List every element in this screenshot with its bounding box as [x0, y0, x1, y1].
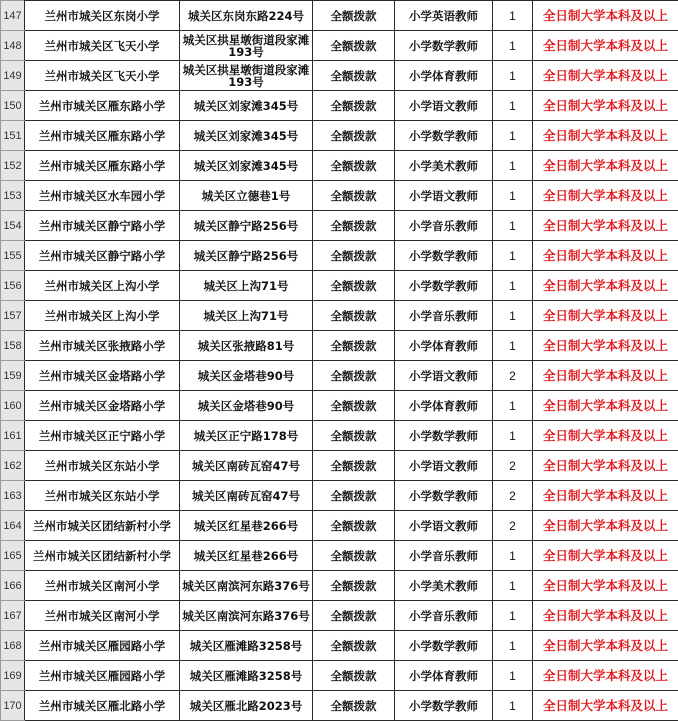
requirement-cell[interactable]: 全日制大学本科及以上: [533, 61, 678, 91]
address-cell[interactable]: 城关区南砖瓦窑47号: [180, 481, 313, 511]
address-cell[interactable]: 城关区金塔巷90号: [180, 361, 313, 391]
school-cell[interactable]: 兰州市城关区飞天小学: [25, 31, 180, 61]
position-cell[interactable]: 小学英语教师: [395, 1, 493, 31]
address-cell[interactable]: 城关区拱星墩街道段家滩193号: [180, 31, 313, 61]
position-cell[interactable]: 小学语文教师: [395, 91, 493, 121]
funding-cell[interactable]: 全额拨款: [313, 601, 395, 631]
school-cell[interactable]: 兰州市城关区金塔路小学: [25, 361, 180, 391]
position-cell[interactable]: 小学数学教师: [395, 241, 493, 271]
school-cell[interactable]: 兰州市城关区静宁路小学: [25, 241, 180, 271]
count-cell[interactable]: 1: [493, 391, 533, 421]
row-number-cell[interactable]: 170: [1, 691, 25, 721]
row-number-cell[interactable]: 157: [1, 301, 25, 331]
funding-cell[interactable]: 全额拨款: [313, 391, 395, 421]
row-number-cell[interactable]: 165: [1, 541, 25, 571]
table-row: [1, 31, 678, 61]
table-row: [1, 1, 678, 31]
funding-cell[interactable]: 全额拨款: [313, 271, 395, 301]
row-number-cell[interactable]: 162: [1, 451, 25, 481]
funding-cell[interactable]: 全额拨款: [313, 451, 395, 481]
row-number-cell[interactable]: 158: [1, 331, 25, 361]
count-cell[interactable]: 1: [493, 541, 533, 571]
address-cell[interactable]: 城关区红星巷266号: [180, 541, 313, 571]
position-cell[interactable]: 小学音乐教师: [395, 211, 493, 241]
row-number-cell[interactable]: 167: [1, 601, 25, 631]
address-cell[interactable]: 城关区雁滩路3258号: [180, 631, 313, 661]
requirement-cell[interactable]: 全日制大学本科及以上: [533, 241, 678, 271]
requirement-cell[interactable]: 全日制大学本科及以上: [533, 571, 678, 601]
address-cell[interactable]: 城关区刘家滩345号: [180, 151, 313, 181]
requirement-cell[interactable]: 全日制大学本科及以上: [533, 1, 678, 31]
table-row: [1, 301, 678, 331]
address-cell[interactable]: 城关区南滨河东路376号: [180, 601, 313, 631]
count-cell[interactable]: 1: [493, 91, 533, 121]
address-cell[interactable]: 城关区静宁路256号: [180, 241, 313, 271]
count-cell[interactable]: 2: [493, 511, 533, 541]
table-row: [1, 211, 678, 241]
position-cell[interactable]: 小学数学教师: [395, 481, 493, 511]
funding-cell[interactable]: 全额拨款: [313, 1, 395, 31]
school-cell[interactable]: 兰州市城关区雁东路小学: [25, 91, 180, 121]
address-cell[interactable]: 城关区正宁路178号: [180, 421, 313, 451]
funding-cell[interactable]: 全额拨款: [313, 211, 395, 241]
row-number-cell[interactable]: 151: [1, 121, 25, 151]
address-cell[interactable]: 城关区刘家滩345号: [180, 121, 313, 151]
requirement-cell[interactable]: 全日制大学本科及以上: [533, 301, 678, 331]
count-cell[interactable]: 2: [493, 481, 533, 511]
funding-cell[interactable]: 全额拨款: [313, 151, 395, 181]
row-number-cell[interactable]: 159: [1, 361, 25, 391]
requirement-cell[interactable]: 全日制大学本科及以上: [533, 91, 678, 121]
row-number-cell[interactable]: 152: [1, 151, 25, 181]
address-cell[interactable]: 城关区静宁路256号: [180, 211, 313, 241]
count-cell[interactable]: 1: [493, 181, 533, 211]
funding-cell[interactable]: 全额拨款: [313, 301, 395, 331]
requirement-cell[interactable]: 全日制大学本科及以上: [533, 691, 678, 721]
count-cell[interactable]: 1: [493, 121, 533, 151]
address-cell[interactable]: 城关区拱星墩街道段家滩193号: [180, 61, 313, 91]
school-cell[interactable]: 兰州市城关区团结新村小学: [25, 541, 180, 571]
row-number-cell[interactable]: 166: [1, 571, 25, 601]
count-cell[interactable]: 1: [493, 331, 533, 361]
count-cell[interactable]: 1: [493, 421, 533, 451]
address-cell[interactable]: 城关区上沟71号: [180, 271, 313, 301]
count-cell[interactable]: 1: [493, 31, 533, 61]
table-row: [1, 571, 678, 601]
school-cell[interactable]: 兰州市城关区飞天小学: [25, 61, 180, 91]
count-cell[interactable]: 1: [493, 1, 533, 31]
position-cell[interactable]: 小学音乐教师: [395, 541, 493, 571]
requirement-cell[interactable]: 全日制大学本科及以上: [533, 661, 678, 691]
position-cell[interactable]: 小学语文教师: [395, 511, 493, 541]
table-row: [1, 241, 678, 271]
position-cell[interactable]: 小学数学教师: [395, 31, 493, 61]
school-cell[interactable]: 兰州市城关区张掖路小学: [25, 331, 180, 361]
school-cell[interactable]: 兰州市城关区南河小学: [25, 571, 180, 601]
table-row: [1, 541, 678, 571]
position-cell[interactable]: 小学体育教师: [395, 391, 493, 421]
requirement-cell[interactable]: 全日制大学本科及以上: [533, 31, 678, 61]
school-cell[interactable]: 兰州市城关区雁园路小学: [25, 631, 180, 661]
school-cell[interactable]: 兰州市城关区金塔路小学: [25, 391, 180, 421]
school-cell[interactable]: 兰州市城关区东站小学: [25, 451, 180, 481]
row-number-cell[interactable]: 168: [1, 631, 25, 661]
row-number-cell[interactable]: 163: [1, 481, 25, 511]
table-row: [1, 511, 678, 541]
table-row: [1, 61, 678, 91]
count-cell[interactable]: 1: [493, 241, 533, 271]
requirement-cell[interactable]: 全日制大学本科及以上: [533, 181, 678, 211]
position-cell[interactable]: 小学数学教师: [395, 271, 493, 301]
funding-cell[interactable]: 全额拨款: [313, 61, 395, 91]
funding-cell[interactable]: 全额拨款: [313, 571, 395, 601]
count-cell[interactable]: 1: [493, 211, 533, 241]
position-cell[interactable]: 小学美术教师: [395, 571, 493, 601]
count-cell[interactable]: 1: [493, 151, 533, 181]
requirement-cell[interactable]: 全日制大学本科及以上: [533, 391, 678, 421]
school-cell[interactable]: 兰州市城关区团结新村小学: [25, 511, 180, 541]
funding-cell[interactable]: 全额拨款: [313, 511, 395, 541]
school-cell[interactable]: 兰州市城关区雁东路小学: [25, 151, 180, 181]
table-row: [1, 91, 678, 121]
table-row: [1, 451, 678, 481]
school-cell[interactable]: 兰州市城关区上沟小学: [25, 301, 180, 331]
requirement-cell[interactable]: 全日制大学本科及以上: [533, 481, 678, 511]
funding-cell[interactable]: 全额拨款: [313, 91, 395, 121]
table-row: [1, 151, 678, 181]
table-row: [1, 631, 678, 661]
row-number-cell[interactable]: 150: [1, 91, 25, 121]
address-cell[interactable]: 城关区红星巷266号: [180, 511, 313, 541]
requirement-cell[interactable]: 全日制大学本科及以上: [533, 421, 678, 451]
school-cell[interactable]: 兰州市城关区雁东路小学: [25, 121, 180, 151]
count-cell[interactable]: 1: [493, 61, 533, 91]
count-cell[interactable]: 1: [493, 301, 533, 331]
funding-cell[interactable]: 全额拨款: [313, 481, 395, 511]
position-cell[interactable]: 小学音乐教师: [395, 601, 493, 631]
row-number-cell[interactable]: 161: [1, 421, 25, 451]
position-cell[interactable]: 小学语文教师: [395, 361, 493, 391]
position-cell[interactable]: 小学数学教师: [395, 121, 493, 151]
address-cell[interactable]: 城关区雁北路2023号: [180, 691, 313, 721]
requirement-cell[interactable]: 全日制大学本科及以上: [533, 151, 678, 181]
position-cell[interactable]: 小学体育教师: [395, 661, 493, 691]
table-body: [1, 1, 678, 721]
row-number-cell[interactable]: 156: [1, 271, 25, 301]
row-number-cell[interactable]: 149: [1, 61, 25, 91]
table-row: [1, 361, 678, 391]
school-cell[interactable]: 兰州市城关区上沟小学: [25, 271, 180, 301]
position-cell[interactable]: 小学数学教师: [395, 631, 493, 661]
row-number-cell[interactable]: 164: [1, 511, 25, 541]
position-cell[interactable]: 小学语文教师: [395, 181, 493, 211]
funding-cell[interactable]: 全额拨款: [313, 631, 395, 661]
address-cell[interactable]: 城关区立德巷1号: [180, 181, 313, 211]
requirement-cell[interactable]: 全日制大学本科及以上: [533, 331, 678, 361]
position-cell[interactable]: 小学体育教师: [395, 331, 493, 361]
table-row: [1, 691, 678, 721]
address-cell[interactable]: 城关区南滨河东路376号: [180, 571, 313, 601]
row-number-cell[interactable]: 169: [1, 661, 25, 691]
count-cell[interactable]: 1: [493, 271, 533, 301]
row-number-cell[interactable]: 147: [1, 1, 25, 31]
requirement-cell[interactable]: 全日制大学本科及以上: [533, 121, 678, 151]
row-number-cell[interactable]: 155: [1, 241, 25, 271]
funding-cell[interactable]: 全额拨款: [313, 31, 395, 61]
school-cell[interactable]: 兰州市城关区东岗小学: [25, 1, 180, 31]
row-number-cell[interactable]: 148: [1, 31, 25, 61]
requirement-cell[interactable]: 全日制大学本科及以上: [533, 271, 678, 301]
count-cell[interactable]: 1: [493, 571, 533, 601]
table-row: [1, 601, 678, 631]
position-cell[interactable]: 小学数学教师: [395, 421, 493, 451]
count-cell[interactable]: 1: [493, 691, 533, 721]
requirement-cell[interactable]: 全日制大学本科及以上: [533, 601, 678, 631]
funding-cell[interactable]: 全额拨款: [313, 691, 395, 721]
position-cell[interactable]: 小学音乐教师: [395, 301, 493, 331]
requirement-cell[interactable]: 全日制大学本科及以上: [533, 451, 678, 481]
funding-cell[interactable]: 全额拨款: [313, 241, 395, 271]
funding-cell[interactable]: 全额拨款: [313, 541, 395, 571]
table-row: [1, 121, 678, 151]
school-cell[interactable]: 兰州市城关区静宁路小学: [25, 211, 180, 241]
table-row: [1, 181, 678, 211]
school-cell[interactable]: 兰州市城关区雁园路小学: [25, 661, 180, 691]
position-cell[interactable]: 小学数学教师: [395, 691, 493, 721]
address-cell[interactable]: 城关区上沟71号: [180, 301, 313, 331]
table-row: [1, 421, 678, 451]
requirement-cell[interactable]: 全日制大学本科及以上: [533, 541, 678, 571]
requirement-cell[interactable]: 全日制大学本科及以上: [533, 511, 678, 541]
address-cell[interactable]: 城关区张掖路81号: [180, 331, 313, 361]
position-cell[interactable]: 小学语文教师: [395, 451, 493, 481]
count-cell[interactable]: 1: [493, 631, 533, 661]
position-cell[interactable]: 小学美术教师: [395, 151, 493, 181]
table-row: [1, 331, 678, 361]
funding-cell[interactable]: 全额拨款: [313, 181, 395, 211]
count-cell[interactable]: 1: [493, 601, 533, 631]
address-cell[interactable]: 城关区雁滩路3258号: [180, 661, 313, 691]
school-cell[interactable]: 兰州市城关区雁北路小学: [25, 691, 180, 721]
funding-cell[interactable]: 全额拨款: [313, 421, 395, 451]
funding-cell[interactable]: 全额拨款: [313, 661, 395, 691]
table-row: [1, 661, 678, 691]
count-cell[interactable]: 2: [493, 451, 533, 481]
count-cell[interactable]: 1: [493, 661, 533, 691]
address-cell[interactable]: 城关区金塔巷90号: [180, 391, 313, 421]
count-cell[interactable]: 2: [493, 361, 533, 391]
funding-cell[interactable]: 全额拨款: [313, 331, 395, 361]
requirement-cell[interactable]: 全日制大学本科及以上: [533, 211, 678, 241]
school-cell[interactable]: 兰州市城关区水车园小学: [25, 181, 180, 211]
address-cell[interactable]: 城关区南砖瓦窑47号: [180, 451, 313, 481]
school-cell[interactable]: 兰州市城关区正宁路小学: [25, 421, 180, 451]
position-cell[interactable]: 小学体育教师: [395, 61, 493, 91]
row-number-cell[interactable]: 154: [1, 211, 25, 241]
requirement-cell[interactable]: 全日制大学本科及以上: [533, 361, 678, 391]
address-cell[interactable]: 城关区刘家滩345号: [180, 91, 313, 121]
row-number-cell[interactable]: 153: [1, 181, 25, 211]
table-row: [1, 391, 678, 421]
row-number-cell[interactable]: 160: [1, 391, 25, 421]
school-cell[interactable]: 兰州市城关区东站小学: [25, 481, 180, 511]
funding-cell[interactable]: 全额拨款: [313, 121, 395, 151]
table-row: [1, 271, 678, 301]
school-cell[interactable]: 兰州市城关区南河小学: [25, 601, 180, 631]
funding-cell[interactable]: 全额拨款: [313, 361, 395, 391]
table-row: [1, 481, 678, 511]
requirement-cell[interactable]: 全日制大学本科及以上: [533, 631, 678, 661]
address-cell[interactable]: 城关区东岗东路224号: [180, 1, 313, 31]
